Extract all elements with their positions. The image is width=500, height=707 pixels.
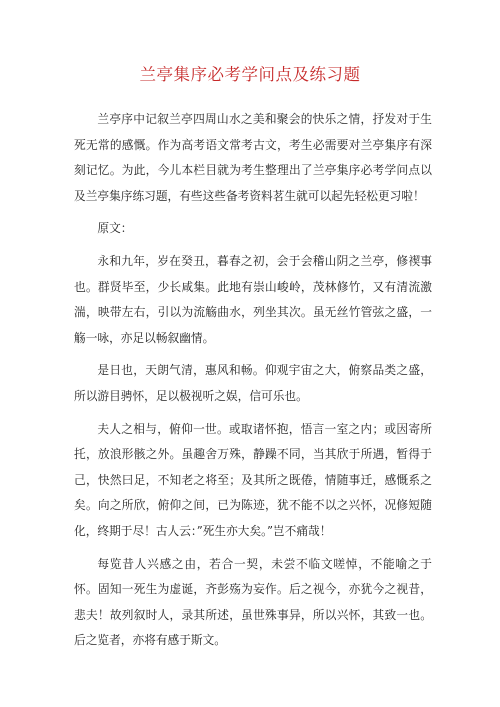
text-paragraph-4: 每览昔人兴感之由，若合一契，未尝不临文嗟悼，不能喻之于怀。固知一死生为虚诞，齐彭殇为妄作。后之视今，亦犹今之视昔，悲夫！故列叙时人，录其所述，虽世殊事异，所以兴怀，其致一也。后之览者，亦将有感于斯文。 (74, 556, 432, 648)
intro-paragraph: 兰亭序中记叙兰亭四周山水之美和聚会的快乐之情，抒发对于生死无常的感慨。作为高考语文常考古文，考生必需要对兰亭集序有深刻记忆。为此，今儿本栏目就为考生整理出了兰亭集序必考学问点以及兰亭集序练习题，有些这些备考资料茗生就可以起先轻松更习啦！ (74, 112, 432, 203)
document-title: 兰亭集序必考学问点及练习题 (139, 65, 361, 84)
document-body (74, 107, 432, 661)
text-paragraph-3: 夫人之相与，俯仰一世。或取诸怀抱，悟言一室之内；或因寄所托，放浪形骸之外。虽趣舍万殊，静躁不同，当其欣于所遇，暂得于己，快然曰足，不知老之将至；及其所之既倦，情随事迁，感慨系之矣。向之所欣，俯仰之间，已为陈迹，犹不能不以之兴怀，况修短随化，终期于尽！古人云：”死生亦大矣。”岂不痛哉！ (74, 421, 432, 538)
text-paragraph-2: 是日也，天朗气清，惠风和畅。仰观宇宙之大，俯察品类之盛，所以游目骋怀，足以极视听之娱，信可乐也。 (74, 363, 432, 403)
text-paragraph-1: 永和九年，岁在癸丑，暮春之初，会于会稽山阴之兰亭，修禊事也。群贤毕至，少长咸集。此地有崇山峻岭，茂林修竹，又有清流激湍，映带左右，引以为流觞曲水，列坐其次。虽无丝竹管弦之盛，一觞一咏，亦足以畅叙幽情。 (74, 253, 432, 345)
original-text-label: 原文： (97, 221, 133, 236)
